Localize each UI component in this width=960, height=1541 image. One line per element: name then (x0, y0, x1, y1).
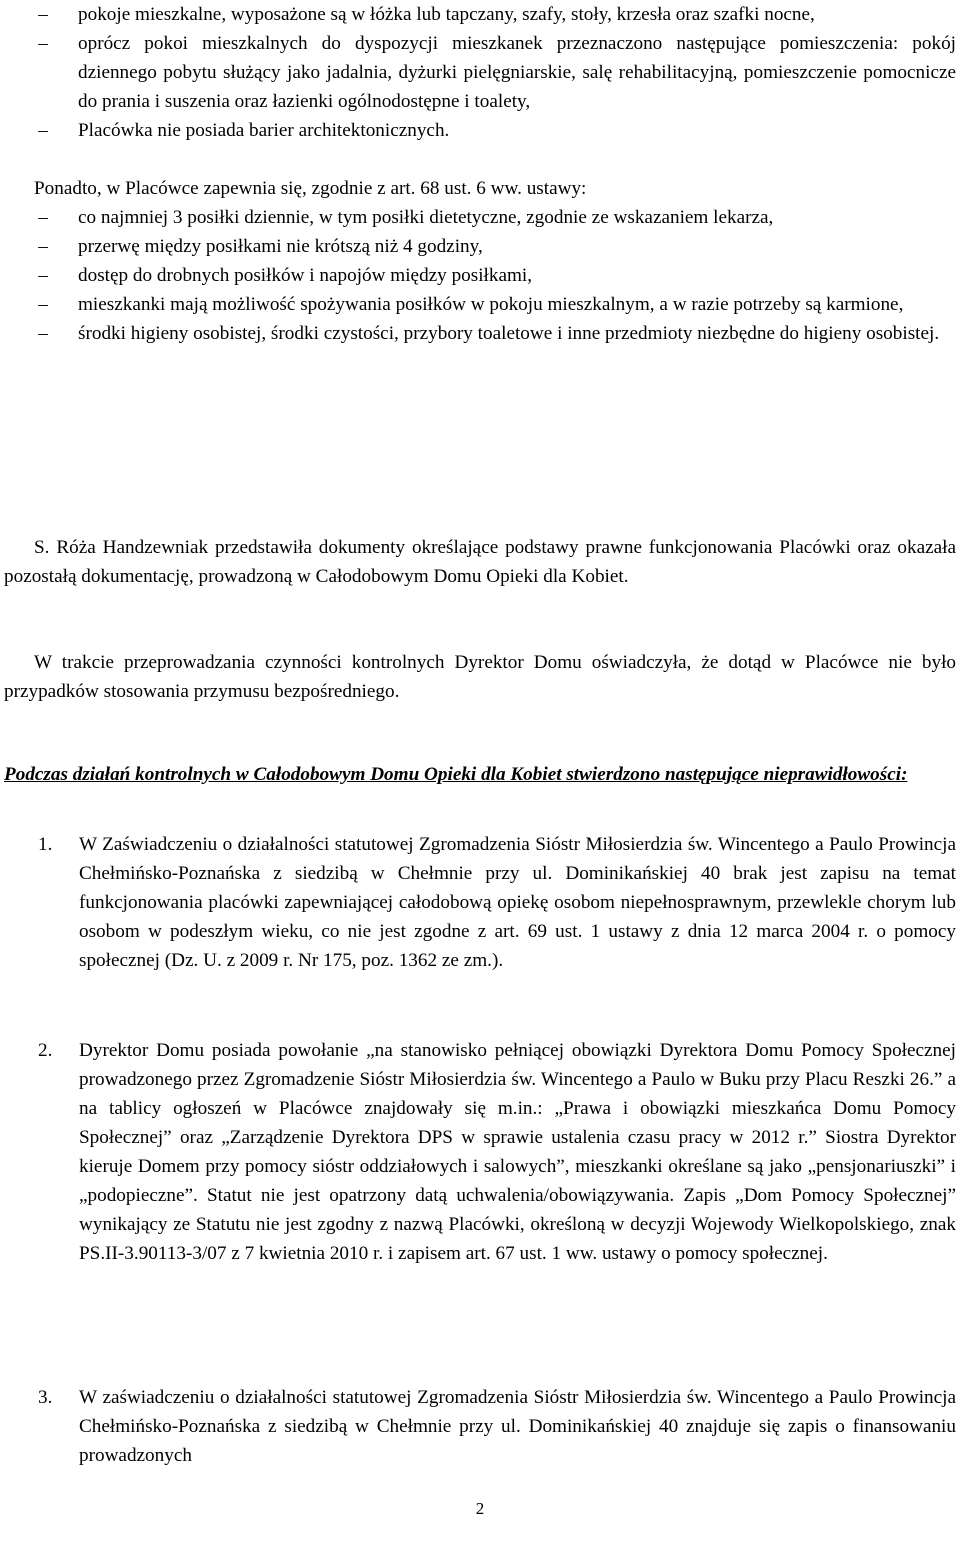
finding-text: W Zaświadczeniu o działalności statutowej Zgromadzenia Sióstr Miłosierdzia św. Wincentego a Paulo Prowincja Chełmińsko-Poznańska z siedzibą w Chełmnie przy ul. Dominikańskiej 40 brak jest zapisu na temat funkcjonowania placówki zapewniającej całodobową opiekę osobom niepełnosprawnym, przewlekle chorym lub osobom w podeszłym wieku, co nie jest zgodne z art. 69 ust. 1 ustawy z dnia 12 marca 2004 r. o pomocy społecznej (Dz. U. z 2009 r. Nr 175, poz. 1362 ze zm.). (79, 834, 956, 971)
list-item (34, 319, 956, 348)
finding-number: 3. (38, 1387, 53, 1408)
findings-list (4, 1383, 956, 1470)
dash-bullet: – (38, 33, 48, 54)
finding-text: W zaświadczeniu o działalności statutowej Zgromadzenia Sióstr Miłosierdzia św. Wincentego a Paulo Prowincja Chełmińsko-Poznańska z siedzibą w Chełmnie przy ul. Dominikańskiej 40 znajduje się zapis o finansowaniu prowadzonych (79, 1387, 956, 1466)
findings-section-2 (4, 1036, 956, 1268)
finding-text: Dyrektor Domu posiada powołanie „na stanowisko pełniącej obowiązki Dyrektora Domu Pomocy Społecznej prowadzonego przez Zgromadzenie Sióstr Miłosierdzia św. Wincentego a Paulo w Buku przy Placu Reszki 26.” a na tablicy ogłoszeń w Placówce znajdowały się m.in.: „Prawa i obowiązki mieszkańca Domu Pomocy Społecznej” oraz „Zarządzenie Dyrektora DPS w sprawie ustalenia czasu pracy w 2012 r.” Siostra Dyrektor kieruje Domem przy pomocy sióstr oddziałowych i salowych”, mieszkanki określane są jako „pensjonariuszki” i „podopieczne”. Statut nie jest opatrzony datą uchwalenia/obowiązywania. Zapis „Dom Pomocy Społecznej” wynikający ze Statutu nie jest zgodny z nazwą Placówki, określoną w decyzji Wojewody Wielkopolskiego, znak PS.II-3.90113-3/07 z 7 kwietnia 2010 r. i zapisem art. 67 ust. 1 ww. ustawy o pomocy społecznej. (79, 1040, 956, 1264)
dash-bullet: – (38, 236, 48, 257)
dash-bullet: – (38, 4, 48, 25)
list-item-text: Placówka nie posiada barier architektonicznych. (78, 120, 450, 141)
findings-heading: Podczas działań kontrolnych w Całodobowym Domu Opieki dla Kobiet stwierdzono następujące nieprawidłowości: (4, 764, 908, 785)
list-item-text: środki higieny osobistej, środki czystości, przybory toaletowe i inne przedmioty niezbędne do higieny osobistej. (78, 323, 940, 344)
findings-section (4, 830, 956, 975)
finding-item (4, 1036, 956, 1268)
list-item-text: oprócz pokoi mieszkalnych do dyspozycji mieszkanek przeznaczono następujące pomieszczenia: pokój dziennego pobytu służący jako jadalnia, dyżurki pielęgniarskie, salę rehabilitacyjną, pomieszczenie pomocnicze do prania i suszenia oraz łazienki ogólnodostępne i toalety, (78, 33, 956, 112)
finding-item (4, 830, 956, 975)
meals-intro: Ponadto, w Placówce zapewnia się, zgodnie z art. 68 ust. 6 ww. ustawy: (34, 178, 587, 199)
findings-list (4, 830, 956, 975)
dash-bullet: – (38, 294, 48, 315)
findings-list (4, 1036, 956, 1268)
list-item (34, 203, 956, 232)
list-item (34, 232, 956, 261)
list-item (34, 261, 956, 290)
page-number: 2 (475, 1499, 485, 1518)
dash-bullet: – (38, 323, 48, 344)
list-item-text: dostęp do drobnych posiłków i napojów między posiłkami, (78, 265, 533, 286)
dash-bullet: – (38, 207, 48, 228)
findings-heading-section (4, 760, 956, 789)
dash-bullet: – (38, 265, 48, 286)
list-item-text: przerwę między posiłkami nie krótszą niż 4 godziny, (78, 236, 483, 257)
list-item-text: mieszkanki mają możliwość spożywania posiłków w pokoju mieszkalnym, a w razie potrzeby są karmione, (78, 294, 904, 315)
rooms-list (34, 0, 956, 145)
finding-number: 2. (38, 1040, 53, 1061)
top-content (34, 0, 956, 348)
findings-section-3 (4, 1383, 956, 1470)
coercion-section (4, 648, 956, 706)
list-item (34, 290, 956, 319)
meals-list (34, 203, 956, 348)
finding-number: 1. (38, 834, 53, 855)
finding-item (4, 1383, 956, 1470)
list-item-text: pokoje mieszkalne, wyposażone są w łóżka lub tapczany, szafy, stoły, krzesła oraz szafki nocne, (78, 4, 815, 25)
list-item (34, 116, 956, 145)
documents-paragraph: S. Róża Handzewniak przedstawiła dokumenty określające podstawy prawne funkcjonowania Placówki oraz okazała pozostałą dokumentację, prowadzoną w Całodobowym Domu Opieki dla Kobiet. (4, 537, 956, 587)
documents-section (4, 533, 956, 591)
list-item-text: co najmniej 3 posiłki dziennie, w tym posiłki dietetyczne, zgodnie ze wskazaniem lekarza, (78, 207, 774, 228)
list-item (34, 29, 956, 116)
dash-bullet: – (38, 120, 48, 141)
list-item (34, 0, 956, 29)
coercion-paragraph: W trakcie przeprowadzania czynności kontrolnych Dyrektor Domu oświadczyła, że dotąd w Placówce nie było przypadków stosowania przymusu bezpośredniego. (4, 652, 956, 702)
